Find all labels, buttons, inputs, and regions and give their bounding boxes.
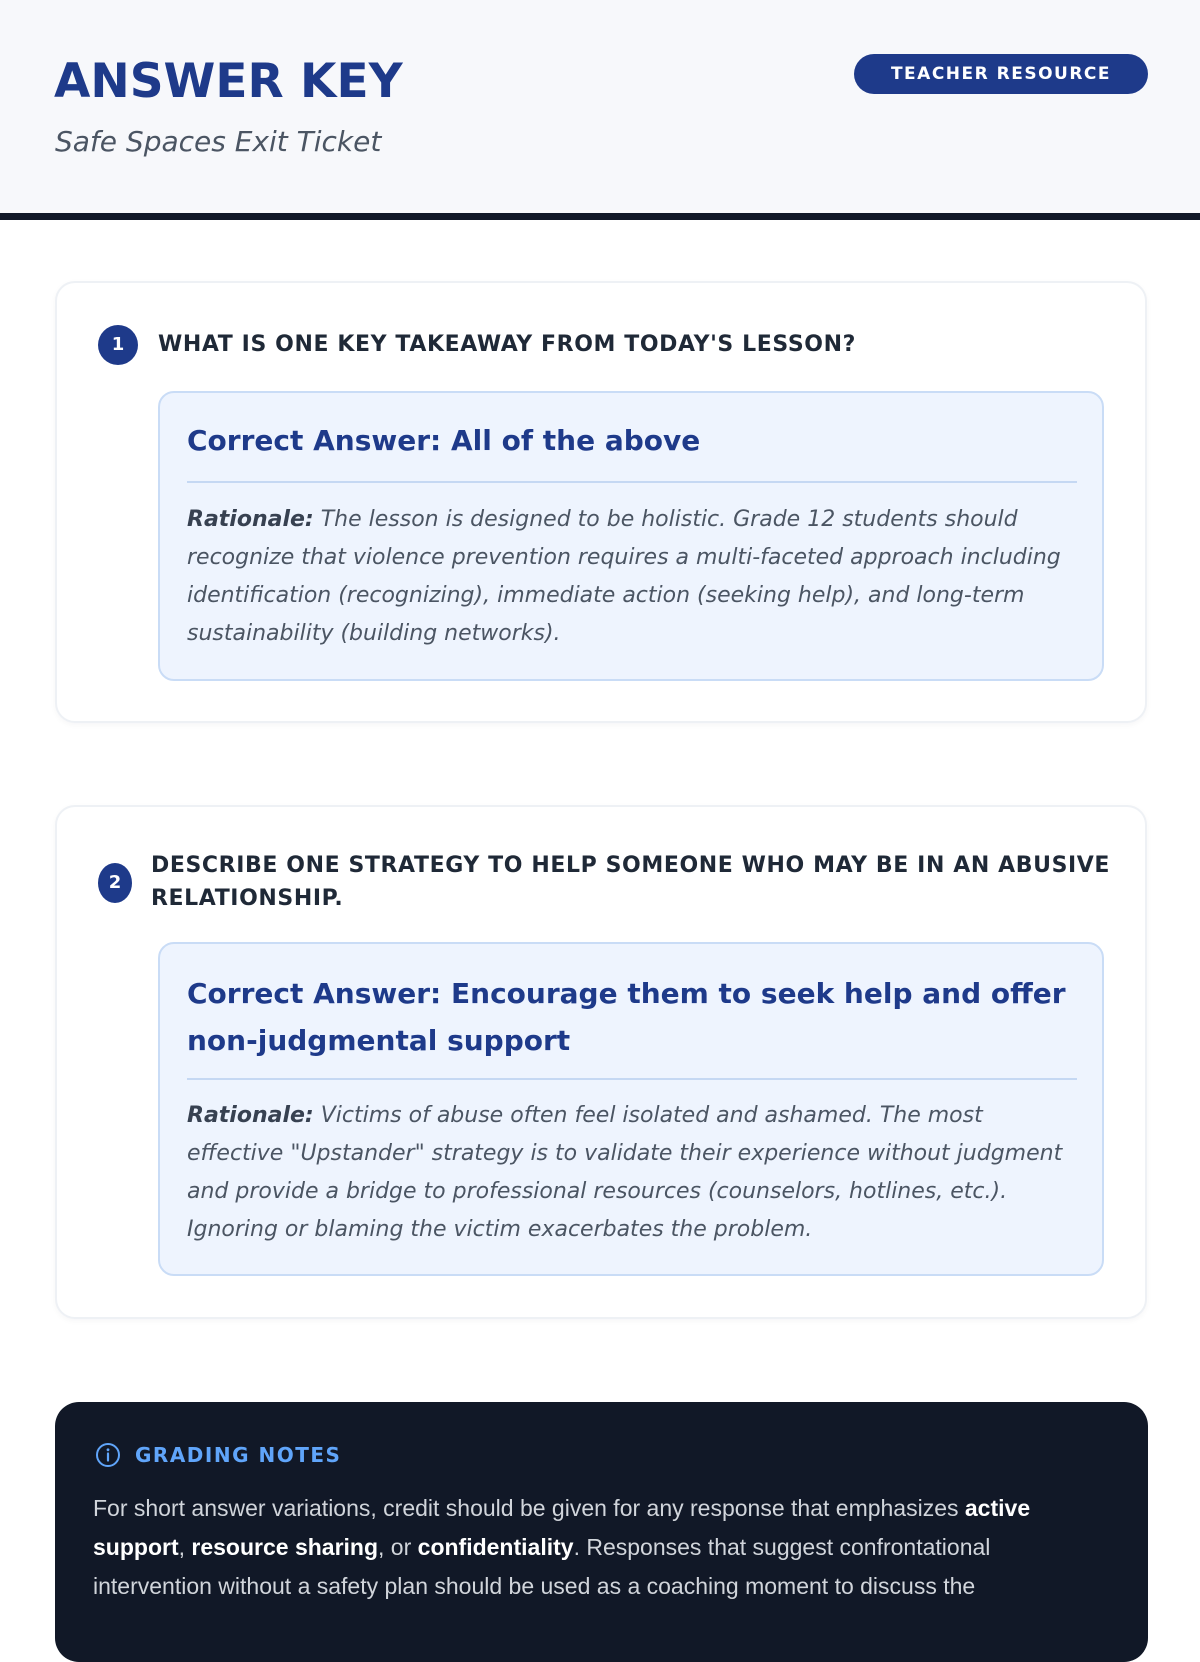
rationale-text [187,1097,1077,1249]
answer-box [158,942,1104,1276]
correct-answer: Correct Answer: Encourage them to seek help and offer non-judgmental support [187,977,1066,1057]
rationale-text [187,501,1077,653]
answer-divider [187,1078,1077,1080]
page-title: ANSWER KEY [54,54,403,109]
rationale-body: Victims of abuse often feel isolated and ashamed. The most effective "Upstander" strategy is to validate their experience without judgment and provide a bridge to professional resources (counselors, hotlines, etc.). Ignoring or blaming the victim exacerbates the problem. [187,1103,1063,1242]
page-subtitle: Safe Spaces Exit Ticket [55,125,382,158]
page-header [0,0,1200,220]
question-card-1 [55,281,1147,723]
rationale-label: Rationale: [187,507,314,532]
notes-text-part: For short answer variations, credit should be given for any response that emphasizes [93,1495,965,1521]
correct-answer: Correct Answer: All of the above [187,424,701,457]
notes-bold-confidentiality: confidentiality [417,1534,574,1560]
teacher-resource-badge: TEACHER RESOURCE [854,54,1148,94]
question-card-2 [55,805,1147,1319]
notes-separator: , [178,1534,192,1560]
rationale-body: The lesson is designed to be holistic. Grade 12 students should recognize that violence prevention requires a multi-faceted approach including identification (recognizing), immediate action (seeking help), and long-term sustainability (building networks). [187,507,1061,646]
grading-notes-heading: GRADING NOTES [135,1443,342,1467]
rationale-label: Rationale: [187,1103,314,1128]
answer-divider [187,481,1077,483]
question-text: WHAT IS ONE KEY TAKEAWAY FROM TODAY'S LESSON? [158,332,856,357]
question-number-badge: 1 [98,325,138,365]
notes-bold-resource-sharing: resource sharing [191,1534,379,1560]
answer-box [158,391,1104,681]
notes-bold-active-support: active support [93,1495,1031,1560]
info-icon [95,1442,121,1468]
notes-text-part: . Responses that suggest confrontational intervention without a safety plan should be used as a coaching moment to discuss the [93,1534,991,1599]
grading-notes-text [93,1489,1113,1606]
notes-separator: , or [378,1534,418,1560]
question-number-badge: 2 [98,863,132,903]
question-text: DESCRIBE ONE STRATEGY TO HELP SOMEONE WHO MAY BE IN AN ABUSIVE RELATIONSHIP. [151,853,1111,911]
grading-notes-panel [55,1402,1148,1662]
